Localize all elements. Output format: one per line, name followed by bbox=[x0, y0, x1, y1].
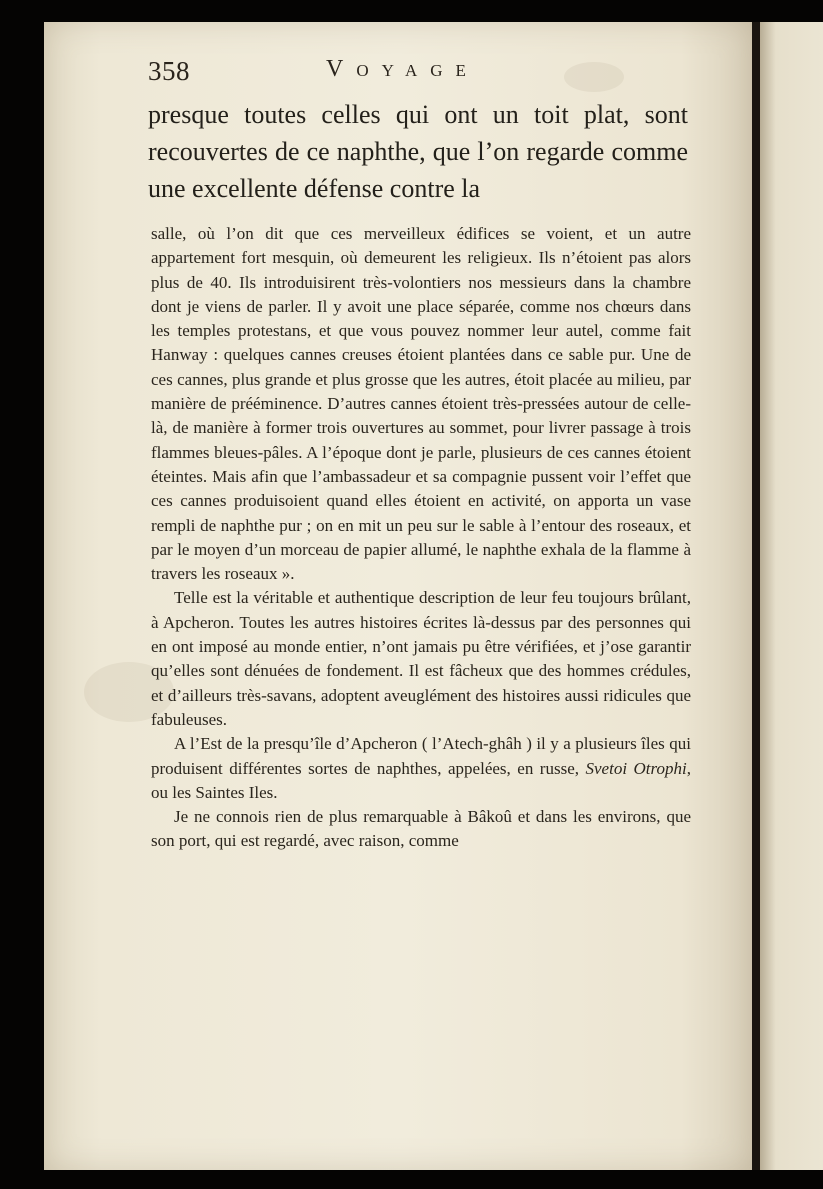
italic-term: Svetoi Otrophi bbox=[585, 758, 687, 778]
body-text bbox=[151, 222, 691, 854]
book-gutter bbox=[752, 22, 760, 1170]
page-header bbox=[148, 56, 708, 90]
large-type-passage: presque toutes celles qui ont un toit plat, sont recouvertes de ce naphthe, que l’on regarde comme une excellente défense contre la bbox=[148, 100, 688, 203]
paragraph: Je ne connois rien de plus remarquable à Bâkoû et dans les environs, que son port, qui est regardé, avec raison, comme bbox=[151, 807, 691, 851]
paragraph: salle, où l’on dit que ces merveilleux édifices se voient, et un autre appartement fort mesquin, où demeurent les religieux. Ils n’étoient pas alors plus de 40. Ils introduisirent très-volontiers nos messieurs dans la chambre dont je viens de parler. Il y avoit une place séparée, comme nos chœurs dans les temples protestans, et que vous pouvez nommer leur autel, comme fait Hanway : quelques cannes creuses étoient plantées dans ce sable pur. Une de ces cannes, plus grande et plus grosse que les autres, étoit placée au milieu, par manière de prééminence. D’autres cannes étoient très-pressées autour de celle-là, de manière à former trois ouvertures au sommet, pour livrer passage à trois flammes bleues-pâles. A l’époque dont je parle, plusieurs de ces cannes étoient éteintes. Mais afin que l’ambassadeur et sa compagnie pussent voir l’effet que ces cannes produisoient quand elles étoient en activité, on apporta un vase rempli de naphthe pur ; on en mit un peu sur le sable à l’entour des roseaux, et par le moyen d’un morceau de papier allumé, le naphthe exhala de la flamme à travers les roseaux ». bbox=[151, 224, 691, 584]
paragraph-text: A l’Est de la presqu’île d’Apcheron ( l’Atech-ghâh ) il y a plusieurs îles qui produisent différentes sortes de naphthes, appelées, en russe, bbox=[151, 734, 691, 778]
paragraph: Telle est la véritable et authentique description de leur feu toujours brûlant, à Apcheron. Toutes les autres histoires écrites là-dessus par des personnes qui en ont imposé au monde entier, n’ont jamais pu être vérifiées, et j’ose garantir qu’elles sont dénuées de fondement. Il est fâcheux que des hommes crédules, et d’ailleurs très-savans, adoptent aveuglément des histoires aussi ridicules que fabuleuses. bbox=[151, 588, 691, 729]
page-number: 358 bbox=[148, 56, 190, 86]
facing-page-edge bbox=[760, 22, 823, 1170]
paragraph bbox=[151, 732, 691, 805]
paragraph-text: , ou les Saintes Iles. bbox=[151, 758, 691, 802]
running-head: Voyage bbox=[326, 56, 479, 82]
